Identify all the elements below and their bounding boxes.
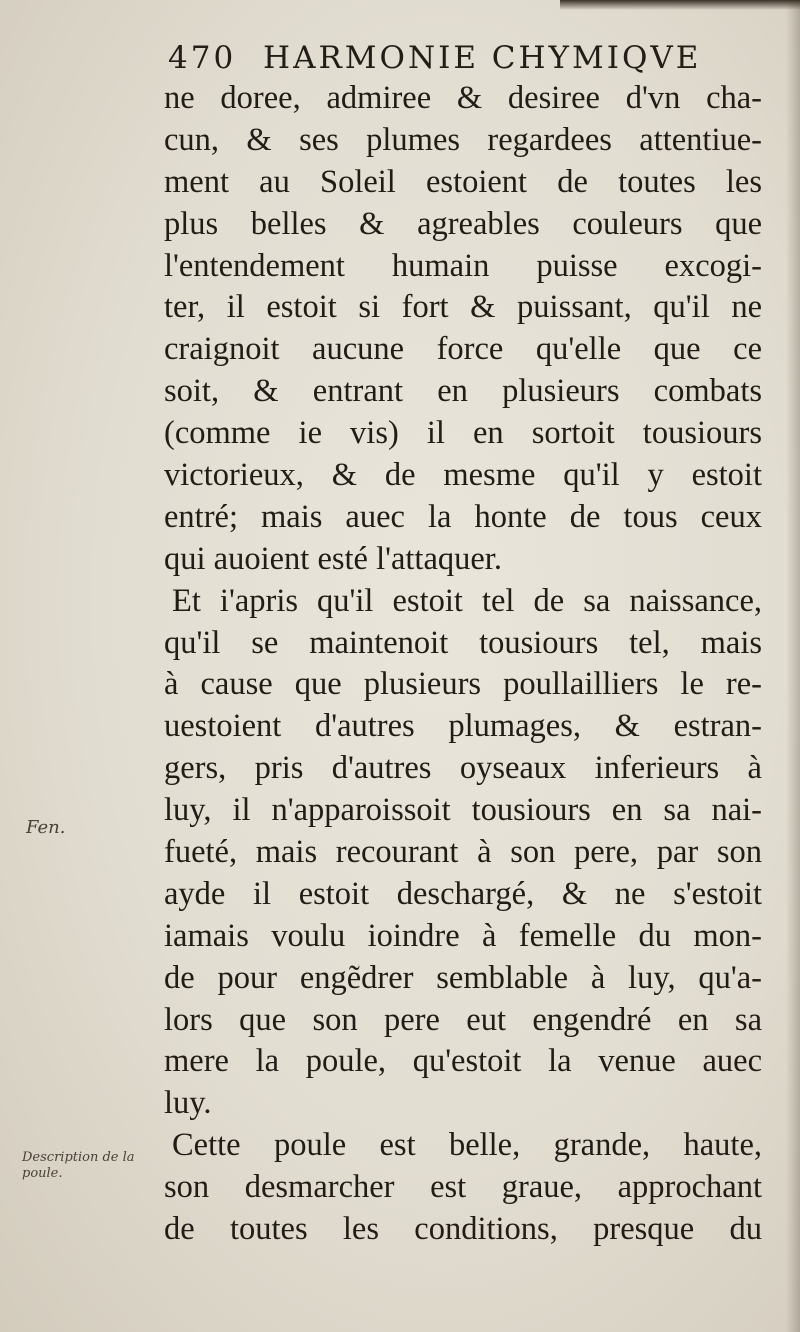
margin-note-description: Description de la poule. <box>22 1150 135 1181</box>
text-line: soit, & entrant en plusieurs combats <box>164 373 762 410</box>
running-header <box>168 40 758 76</box>
text-line: luy, il n'apparoissoit tousiours en sa nai- <box>164 792 762 829</box>
text-line: ter, il estoit si fort & puissant, qu'il ne <box>164 289 762 326</box>
text-line: à cause que plusieurs poullailliers le re- <box>164 666 762 703</box>
margin-note-fen: Fen. <box>26 817 66 838</box>
text-line: ment au Soleil estoient de toutes les <box>164 163 762 200</box>
text-line: craignoit aucune force qu'elle que ce <box>164 331 762 368</box>
text-line: victorieux, & de mesme qu'il y estoit <box>164 457 762 494</box>
text-line: Et i'apris qu'il estoit tel de sa naissance, <box>172 582 762 619</box>
text-line: lors que son pere eut engendré en sa <box>164 1001 762 1038</box>
text-line: (comme ie vis) il en sortoit tousiours <box>164 415 762 452</box>
text-line: gers, pris d'autres oyseaux inferieurs à <box>164 750 762 787</box>
text-line: entré; mais auec la honte de tous ceux <box>164 498 762 535</box>
text-line: l'entendement humain puisse excogi- <box>164 247 762 284</box>
running-title: HARMONIE CHYMIQVE <box>263 40 702 76</box>
text-line: qui auoient esté l'attaquer. <box>164 540 502 577</box>
page-edge-shadow <box>786 0 800 1332</box>
text-line: son desmarcher est graue, approchant <box>164 1169 762 1206</box>
text-line: iamais voulu ioindre à femelle du mon- <box>164 917 762 954</box>
text-line: fueté, mais recourant à son pere, par son <box>164 834 762 871</box>
text-line: de pour engẽdrer semblable à luy, qu'a- <box>164 959 762 996</box>
text-line: plus belles & agreables couleurs que <box>164 205 762 242</box>
text-line: luy. <box>164 1085 212 1122</box>
text-line: de toutes les conditions, presque du <box>164 1211 762 1248</box>
text-line: cun, & ses plumes regardees attentiue- <box>164 121 762 158</box>
page-top-edge <box>560 0 800 10</box>
text-line: Cette poule est belle, grande, haute, <box>172 1127 762 1164</box>
text-line: mere la poule, qu'estoit la venue auec <box>164 1043 762 1080</box>
text-line: uestoient d'autres plumages, & estran- <box>164 708 762 745</box>
body-text <box>164 78 762 1251</box>
text-line: ne doree, admiree & desiree d'vn cha- <box>164 80 762 116</box>
text-line: qu'il se maintenoit tousiours tel, mais <box>164 624 762 661</box>
text-line: ayde il estoit deschargé, & ne s'estoit <box>164 875 762 912</box>
page-number: 470 <box>168 40 237 76</box>
